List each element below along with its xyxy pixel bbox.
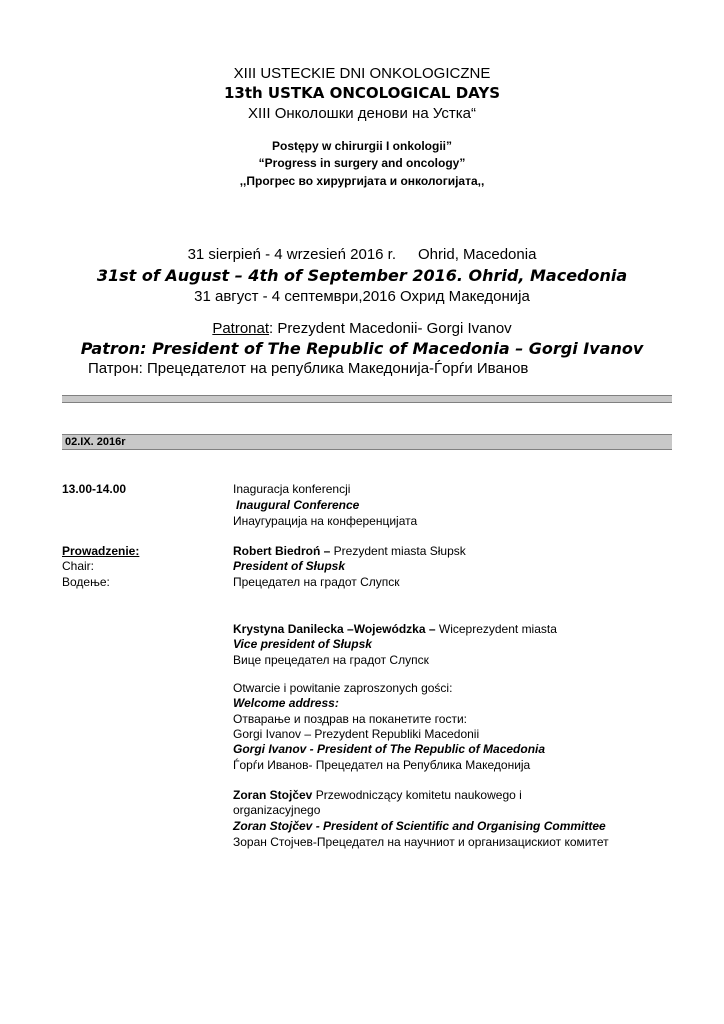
inaugural-polish: Inaguracja konferencji [233,482,351,496]
welcome-english: Welcome address: [233,696,339,710]
stojcev-polish-cont: organizacyjnego [233,803,321,817]
subtitle-polish: Postępy w chirurgii I onkologii” [271,139,453,153]
ivanov-polish: Gorgi Ivanov – Prezydent Republiki Macedonii [233,727,480,741]
title-english: 13th USTKA ONCOLOGICAL DAYS [223,84,501,102]
chair1-polish: Robert Biedroń – Prezydent miasta Słupsk [233,544,466,558]
chair1-english: President of Słupsk [233,559,346,573]
inaugural-macedonian: Инаугурација на конференцијата [233,514,418,528]
inaugural-english: Inaugural Conference [236,498,360,512]
patron-label: Patronat [212,320,270,337]
ivanov-english: Gorgi Ivanov - President of The Republic of Macedonia [233,742,546,756]
chair2-english: Vice president of Słupsk [233,637,372,651]
date-macedonian: 31 август - 4 септември,2016 Охрид Македонија [194,288,530,305]
stojcev-english: Zoran Stojčev - President of Scientific and Organising Committee [233,819,606,833]
day-label: 02.IX. 2016r [65,436,126,448]
subtitle-english: “Progress in surgery and oncology” [258,156,466,170]
chair-label-polish: Prowadzenie: [62,544,140,558]
date-english: 31st of August – 4th of September 2016. Ohrid, Macedonia [96,266,628,285]
day-header-bar [62,434,672,450]
welcome-polish: Otwarcie i powitanie zaproszonych gości: [233,681,453,695]
section-divider [62,395,672,403]
chair2-polish: Krystyna Danilecka –Wojewódzka – Wiceprezydent miasta [233,622,557,636]
stojcev-polish: Zoran Stojčev Przewodniczący komitetu naukowego i [233,788,522,802]
ivanov-macedonian: Ѓорѓи Иванов- Прецедател на Република Македонија [233,758,531,772]
session-time: 13.00-14.00 [62,482,127,496]
chair-label-english: Chair: [62,559,95,573]
chair2-name: Krystyna Danilecka –Wojewódzka – [233,622,436,636]
chair-label-macedonian: Водење: [62,575,110,589]
patron-macedonian: Патрон: Прецедателот на република Македонија-Ѓорѓи Иванов [88,360,529,377]
title-polish: XIII USTECKIE DNI ONKOLOGICZNE [233,65,491,82]
title-macedonian: XIII Онколошки денови на Устка“ [248,105,476,122]
chair2-macedonian: Вице прецедател на градот Слупск [233,653,429,667]
patron-english: Patron: President of The Republic of Macedonia – Gorgi Ivanov [80,339,644,358]
chair1-name: Robert Biedroń – [233,544,331,558]
chair1-macedonian: Прецедател на градот Слупск [233,575,400,589]
stojcev-name: Zoran Stojčev [233,788,313,802]
welcome-macedonian: Отварање и поздрав на поканетите гости: [233,712,468,726]
patron-polish: Patronat: Prezydent Macedonii- Gorgi Ivanov [212,320,512,337]
date-polish: 31 sierpień - 4 wrzesień 2016 r. Ohrid, Macedonia [187,246,537,263]
subtitle-macedonian: ,,Прогрес во хирургијата и онкологијата,, [239,174,485,188]
stojcev-macedonian: Зоран Стојчев-Прецедател на научниот и организацискиот комитет [233,835,609,849]
